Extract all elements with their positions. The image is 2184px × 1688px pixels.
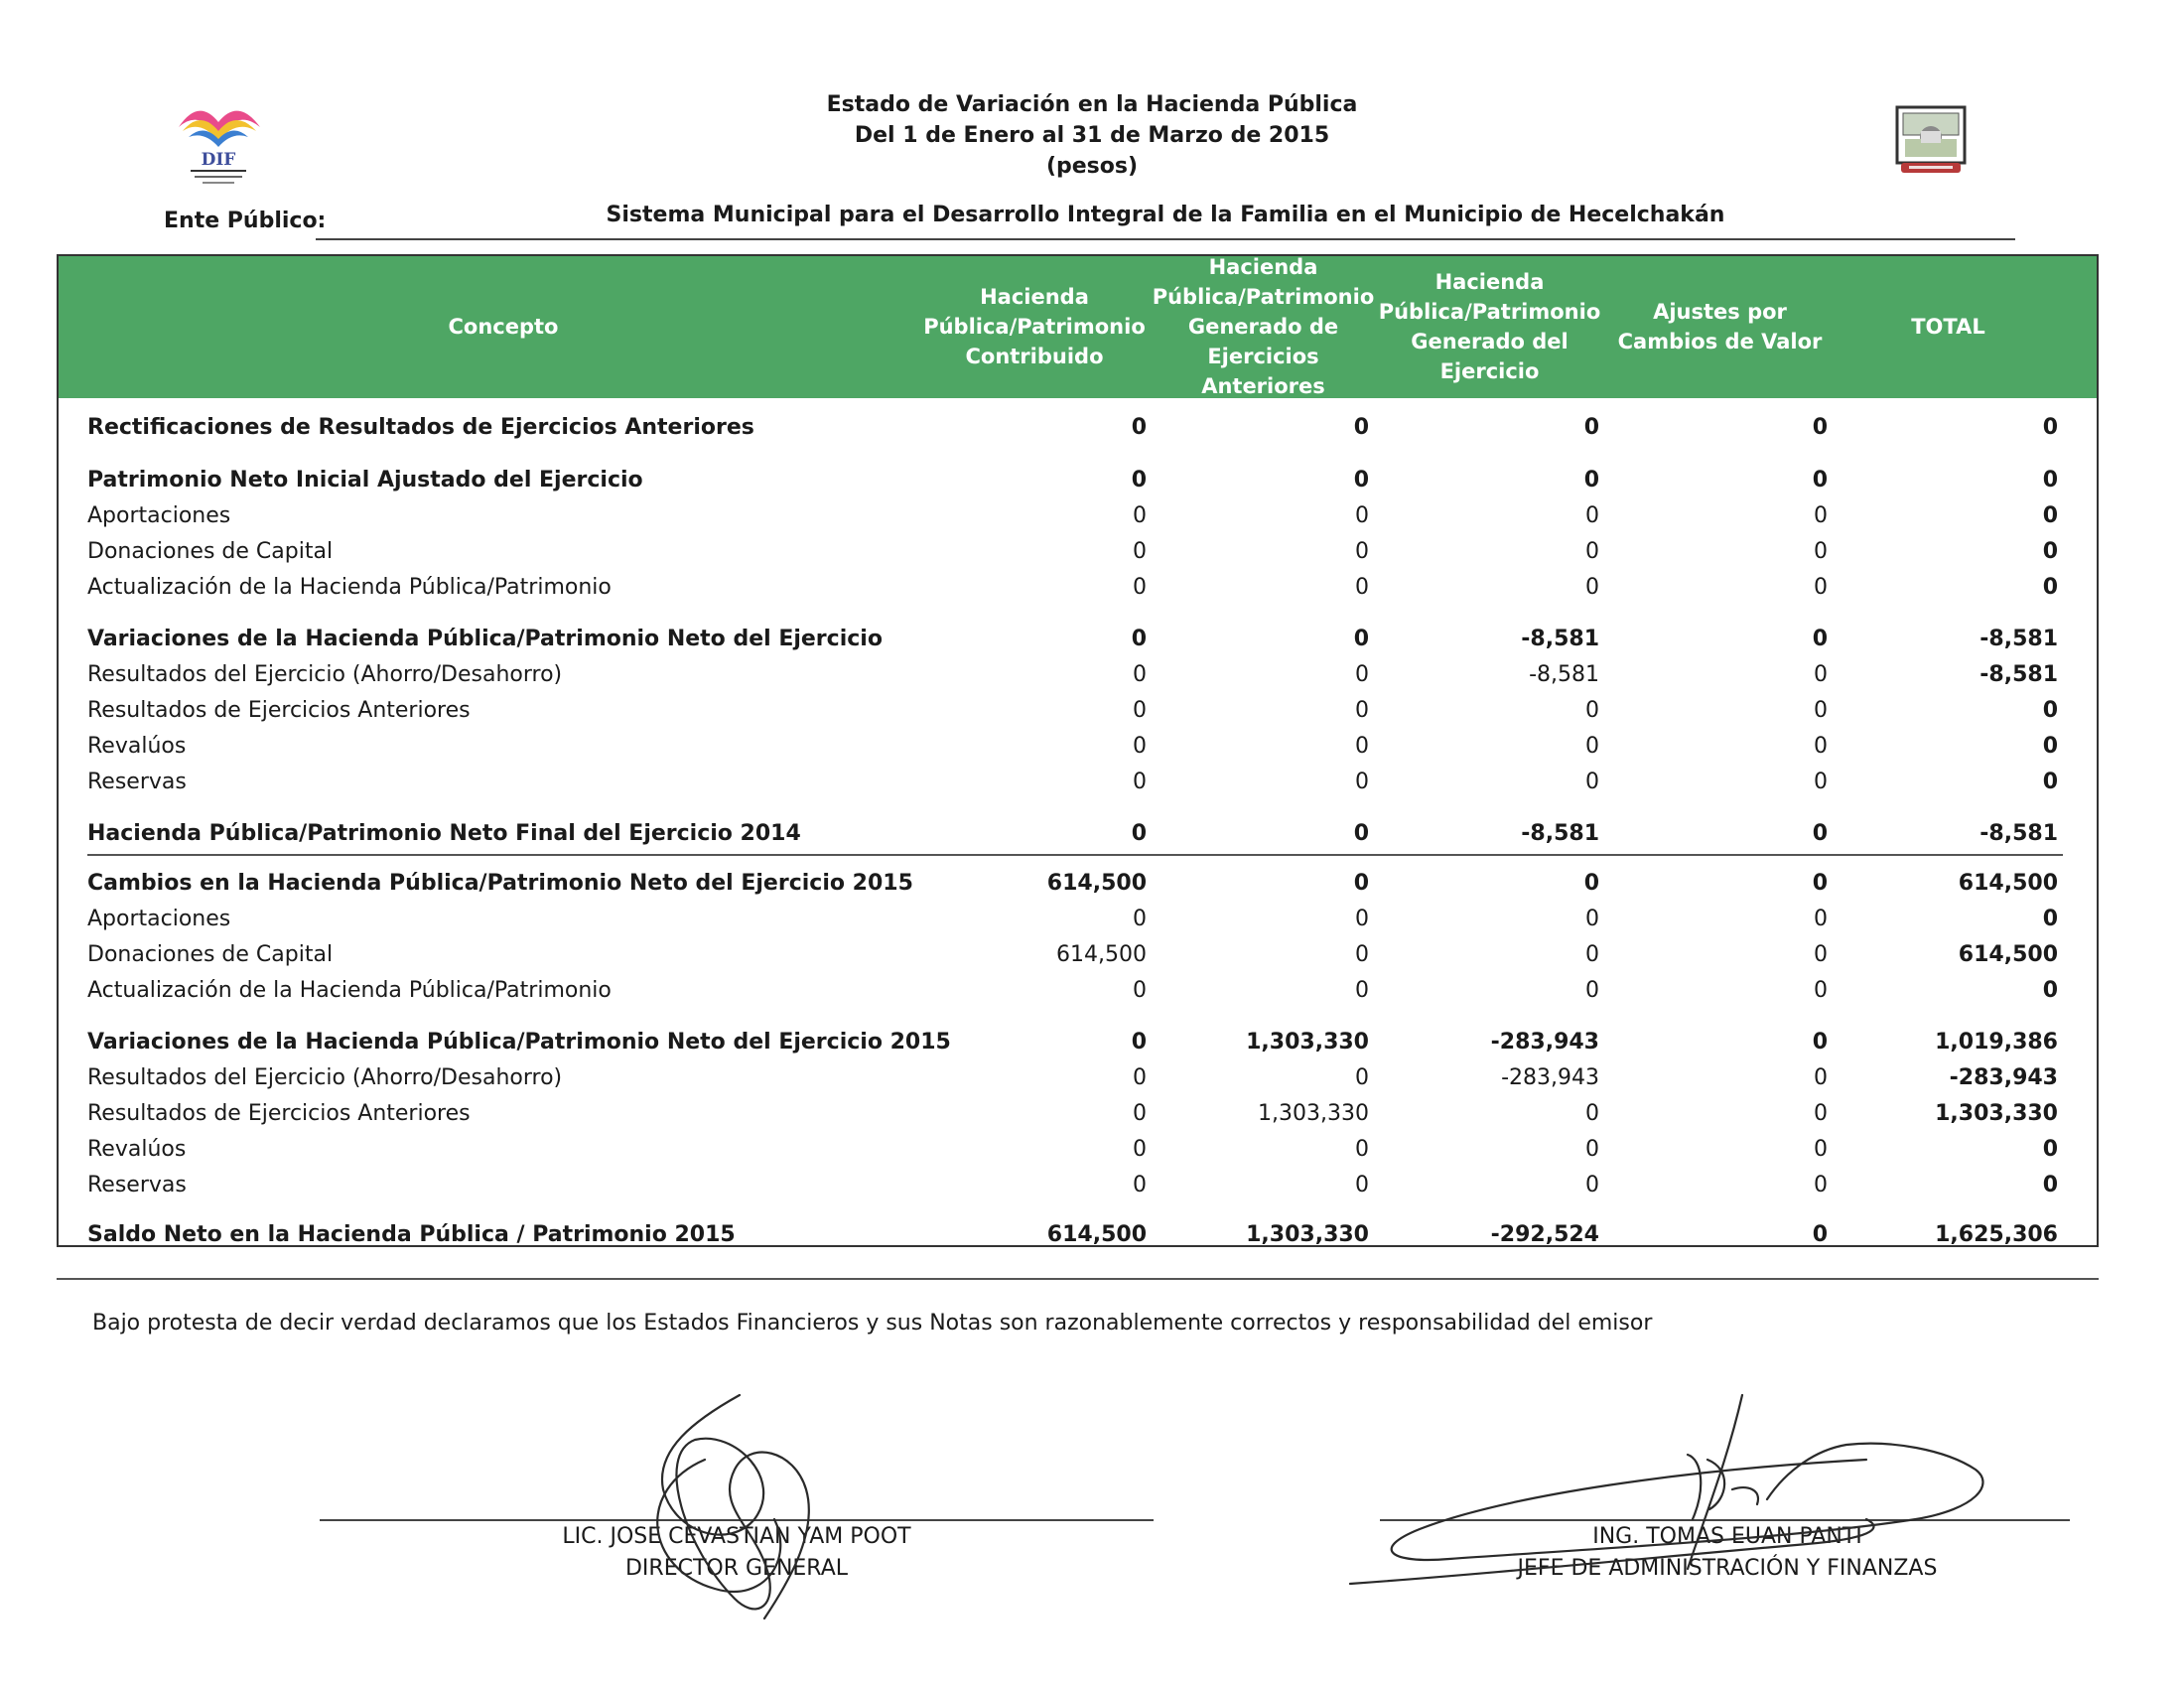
- cell-total: -8,581: [1979, 821, 2058, 846]
- cell-ajustes: 0: [1814, 942, 1828, 967]
- cell-total: 0: [2042, 978, 2058, 1003]
- signer-right: [1489, 1521, 1966, 1585]
- row-label: Variaciones de la Hacienda Pública/Patrimonio Neto del Ejercicio 2015: [87, 1030, 951, 1055]
- signer-left-title: DIRECTOR GENERAL: [624, 1556, 849, 1581]
- cell-contribuido: 0: [1133, 770, 1147, 794]
- table-row: [0, 695, 2184, 727]
- cell-ejercicios-anteriores: 0: [1353, 468, 1369, 492]
- cell-total: -8,581: [1979, 662, 2058, 687]
- cell-ajustes: 0: [1812, 415, 1828, 440]
- cell-total: 0: [2042, 1173, 2058, 1197]
- table-row: [0, 1098, 2184, 1130]
- cell-contribuido: 614,500: [1046, 1222, 1147, 1247]
- cell-total: 0: [2042, 575, 2058, 600]
- cell-ajustes: 0: [1814, 1101, 1828, 1126]
- cell-ejercicio: 0: [1585, 942, 1599, 967]
- cell-ejercicio: 0: [1585, 770, 1599, 794]
- cell-ajustes: 0: [1814, 1065, 1828, 1090]
- cell-ajustes: 0: [1814, 1173, 1828, 1197]
- cell-ejercicio: 0: [1585, 978, 1599, 1003]
- cell-contribuido: 0: [1131, 1030, 1147, 1055]
- cell-total: 0: [2042, 539, 2058, 564]
- cell-contribuido: 0: [1133, 1101, 1147, 1126]
- cell-contribuido: 614,500: [1056, 942, 1147, 967]
- cell-contribuido: 0: [1133, 907, 1147, 931]
- cell-total: 0: [2042, 503, 2058, 528]
- cell-ejercicios-anteriores: 1,303,330: [1258, 1101, 1369, 1126]
- ente-publico-value: Sistema Municipal para el Desarrollo Integral de la Familia en el Municipio de Hecelchakán: [606, 203, 1725, 227]
- cell-ejercicio: 0: [1585, 698, 1599, 723]
- table-row: [0, 659, 2184, 691]
- cell-ejercicios-anteriores: 0: [1355, 539, 1369, 564]
- cell-ejercicio: -8,581: [1529, 662, 1599, 687]
- cell-ejercicios-anteriores: 0: [1355, 662, 1369, 687]
- cell-ejercicio: 0: [1585, 1137, 1599, 1162]
- column-header-ajustes: Ajustes por Cambios de Valor: [1617, 299, 1823, 353]
- cell-ejercicios-anteriores: 0: [1353, 415, 1369, 440]
- column-header-contribuido: Hacienda Pública/Patrimonio Contribuido: [923, 284, 1146, 368]
- cell-total: 614,500: [1958, 942, 2058, 967]
- cell-ejercicios-anteriores: 0: [1355, 503, 1369, 528]
- svg-text:DIF: DIF: [201, 150, 236, 170]
- table-row: [0, 1027, 2184, 1058]
- cell-ejercicios-anteriores: 0: [1355, 1137, 1369, 1162]
- table-row: [0, 412, 2184, 444]
- cell-total: 0: [2042, 770, 2058, 794]
- row-label: Aportaciones: [87, 503, 231, 528]
- cell-ejercicios-anteriores: 0: [1355, 698, 1369, 723]
- signature-left-stroke: [662, 1395, 809, 1618]
- cell-contribuido: 0: [1133, 698, 1147, 723]
- table-row: [0, 767, 2184, 798]
- cell-ejercicio: 0: [1583, 415, 1599, 440]
- cell-ajustes: 0: [1814, 503, 1828, 528]
- cell-contribuido: 0: [1131, 468, 1147, 492]
- cell-ajustes: 0: [1814, 978, 1828, 1003]
- cell-ejercicio: -283,943: [1501, 1065, 1599, 1090]
- column-header-ejercicios-anteriores: Hacienda Pública/Patrimonio Generado de Ejercicios Anteriores: [1152, 254, 1375, 398]
- row-label: Resultados del Ejercicio (Ahorro/Desahorro): [87, 662, 563, 687]
- cell-total: 1,019,386: [1935, 1030, 2058, 1055]
- row-label: Actualización de la Hacienda Pública/Patrimonio: [87, 978, 612, 1003]
- cell-contribuido: 0: [1131, 821, 1147, 846]
- row-label: Resultados del Ejercicio (Ahorro/Desahorro): [87, 1065, 563, 1090]
- cell-total: 1,625,306: [1935, 1222, 2058, 1247]
- cell-contribuido: 0: [1133, 539, 1147, 564]
- cell-ajustes: 0: [1812, 1222, 1828, 1247]
- cell-ajustes: 0: [1814, 770, 1828, 794]
- cell-ejercicios-anteriores: 0: [1355, 734, 1369, 759]
- row-label: Hacienda Pública/Patrimonio Neto Final del Ejercicio 2014: [87, 821, 801, 846]
- cell-ejercicios-anteriores: 0: [1355, 978, 1369, 1003]
- cell-ejercicios-anteriores: 1,303,330: [1246, 1030, 1369, 1055]
- cell-ajustes: 0: [1814, 539, 1828, 564]
- cell-total: -8,581: [1979, 627, 2058, 651]
- cell-ajustes: 0: [1814, 734, 1828, 759]
- cell-ejercicios-anteriores: 0: [1353, 821, 1369, 846]
- table-row: [0, 624, 2184, 655]
- row-label: Actualización de la Hacienda Pública/Patrimonio: [87, 575, 612, 600]
- row-label: Reservas: [87, 1173, 187, 1197]
- table-row: [0, 868, 2184, 900]
- cell-total: 0: [2042, 415, 2058, 440]
- table-row: [0, 536, 2184, 568]
- cell-contribuido: 0: [1133, 1065, 1147, 1090]
- cell-contribuido: 0: [1133, 978, 1147, 1003]
- cell-ejercicio: -8,581: [1521, 821, 1599, 846]
- row-label: Revalúos: [87, 1137, 187, 1162]
- cell-ajustes: 0: [1812, 1030, 1828, 1055]
- cell-ajustes: 0: [1814, 1137, 1828, 1162]
- cell-total: 614,500: [1958, 871, 2058, 896]
- column-header-total: TOTAL: [1911, 314, 1985, 339]
- table-row: [0, 818, 2184, 850]
- cell-ejercicios-anteriores: 0: [1355, 575, 1369, 600]
- cell-contribuido: 0: [1133, 1137, 1147, 1162]
- cell-total: 0: [2042, 1137, 2058, 1162]
- row-label: Variaciones de la Hacienda Pública/Patrimonio Neto del Ejercicio: [87, 627, 883, 651]
- document-unit: (pesos): [1045, 154, 1139, 179]
- cell-ejercicio: 0: [1585, 539, 1599, 564]
- declaration-text: Bajo protesta de decir verdad declaramos que los Estados Financieros y sus Notas son razonablemente correctos y responsabilidad del emisor: [92, 1311, 1653, 1336]
- cell-contribuido: 0: [1133, 1173, 1147, 1197]
- column-header-concepto: Concepto: [448, 314, 559, 339]
- table-row: [0, 465, 2184, 496]
- cell-ejercicio: 0: [1583, 468, 1599, 492]
- table-row: [0, 731, 2184, 763]
- cell-ejercicio: 0: [1585, 1173, 1599, 1197]
- cell-ejercicio: -8,581: [1521, 627, 1599, 651]
- cell-contribuido: 0: [1133, 662, 1147, 687]
- row-label: Donaciones de Capital: [87, 942, 334, 967]
- column-header-ejercicio: Hacienda Pública/Patrimonio Generado del Ejercicio: [1378, 269, 1601, 383]
- cell-ejercicio: 0: [1585, 734, 1599, 759]
- table-row: [0, 1062, 2184, 1094]
- signer-left-name: LIC. JOSE CEVASTIAN YAM POOT: [562, 1524, 911, 1549]
- row-label: Rectificaciones de Resultados de Ejercicios Anteriores: [87, 415, 754, 440]
- cell-total: 0: [2042, 907, 2058, 931]
- cell-contribuido: 0: [1133, 575, 1147, 600]
- cell-ejercicio: -292,524: [1490, 1222, 1599, 1247]
- cell-ejercicio: 0: [1585, 907, 1599, 931]
- cell-ajustes: 0: [1812, 468, 1828, 492]
- row-label: Patrimonio Neto Inicial Ajustado del Ejercicio: [87, 468, 643, 492]
- document-period: Del 1 de Enero al 31 de Marzo de 2015: [854, 123, 1330, 148]
- cell-ejercicio: 0: [1583, 871, 1599, 896]
- row-label: Reservas: [87, 770, 187, 794]
- cell-contribuido: 614,500: [1046, 871, 1147, 896]
- cell-ajustes: 0: [1814, 698, 1828, 723]
- cell-ejercicios-anteriores: 0: [1355, 1173, 1369, 1197]
- cell-ajustes: 0: [1814, 662, 1828, 687]
- cell-ejercicios-anteriores: 0: [1353, 627, 1369, 651]
- cell-contribuido: 0: [1131, 627, 1147, 651]
- cell-contribuido: 0: [1133, 734, 1147, 759]
- table-row: [0, 500, 2184, 532]
- cell-ejercicios-anteriores: 0: [1355, 770, 1369, 794]
- municipal-seal-logo: [1891, 105, 1971, 177]
- table-row: [0, 1170, 2184, 1201]
- table-row-total: [0, 1219, 2184, 1251]
- row-label: Saldo Neto en la Hacienda Pública / Patrimonio 2015: [87, 1222, 736, 1247]
- signer-right-name: ING. TOMAS EUAN PANTI: [1592, 1524, 1862, 1549]
- cell-contribuido: 0: [1131, 415, 1147, 440]
- cell-total: 1,303,330: [1935, 1101, 2058, 1126]
- table-row: [0, 939, 2184, 971]
- cell-ajustes: 0: [1814, 575, 1828, 600]
- cell-ajustes: 0: [1812, 627, 1828, 651]
- cell-ejercicio: 0: [1585, 503, 1599, 528]
- ente-underline: [316, 238, 2015, 240]
- row-label: Resultados de Ejercicios Anteriores: [87, 1101, 471, 1126]
- document-title: Estado de Variación en la Hacienda Pública: [826, 92, 1358, 117]
- cell-ejercicio: 0: [1585, 1101, 1599, 1126]
- cell-total: 0: [2042, 468, 2058, 492]
- table-row: [0, 975, 2184, 1007]
- row-label: Resultados de Ejercicios Anteriores: [87, 698, 471, 723]
- cell-ajustes: 0: [1814, 907, 1828, 931]
- cell-total: 0: [2042, 734, 2058, 759]
- cell-ejercicios-anteriores: 0: [1355, 907, 1369, 931]
- row-label: Cambios en la Hacienda Pública/Patrimonio Neto del Ejercicio 2015: [87, 871, 913, 896]
- row-label: Revalúos: [87, 734, 187, 759]
- cell-total: 0: [2042, 698, 2058, 723]
- table-row: [0, 1134, 2184, 1166]
- table-row: [0, 904, 2184, 935]
- signer-right-title: JEFE DE ADMINISTRACIÓN Y FINANZAS: [1517, 1556, 1938, 1581]
- cell-ejercicio: 0: [1585, 575, 1599, 600]
- cell-ajustes: 0: [1812, 871, 1828, 896]
- cell-ejercicios-anteriores: 0: [1355, 942, 1369, 967]
- table-row: [0, 572, 2184, 604]
- table-bottom-rule: [57, 1278, 2099, 1280]
- row-label: Aportaciones: [87, 907, 231, 931]
- cell-ejercicios-anteriores: 1,303,330: [1246, 1222, 1369, 1247]
- cell-ejercicio: -283,943: [1490, 1030, 1599, 1055]
- cell-contribuido: 0: [1133, 503, 1147, 528]
- cell-total: -283,943: [1949, 1065, 2058, 1090]
- signer-left: [538, 1521, 935, 1585]
- ente-publico-label: Ente Público:: [164, 209, 327, 233]
- cell-ejercicios-anteriores: 0: [1355, 1065, 1369, 1090]
- row-label: Donaciones de Capital: [87, 539, 334, 564]
- cell-ejercicios-anteriores: 0: [1353, 871, 1369, 896]
- section-divider: [87, 854, 2063, 856]
- cell-ajustes: 0: [1812, 821, 1828, 846]
